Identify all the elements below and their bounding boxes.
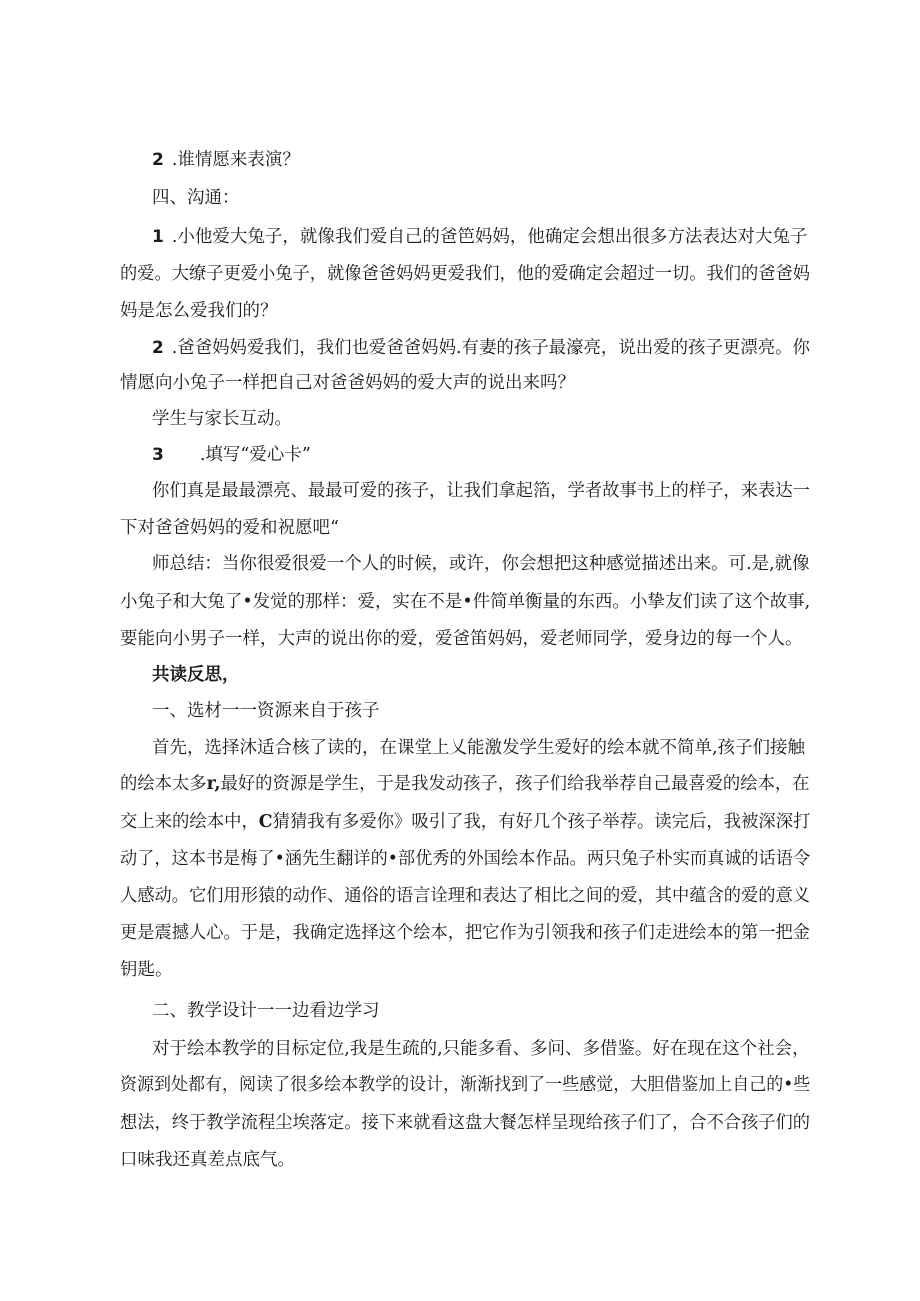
paragraph-4-line-3 xyxy=(120,810,810,834)
line-text: 猜猜我有多爱你》吸引了我，有好几个孩子举荐。读完后，我被深深打 xyxy=(272,812,811,832)
paragraph-1-line-3: 妈是怎么爱我们的？ xyxy=(120,301,278,321)
subheading-material-selection: 一、选材一一资源来自于孩子 xyxy=(152,701,380,721)
item-number: 2 xyxy=(152,338,164,358)
item-text: .谁情愿来表演？ xyxy=(171,150,300,170)
paragraph-5-line-3: 想法，终于教学流程尘埃落定。接下来就看这盘大餐怎样呈现给孩子们了，合不合孩子们的 xyxy=(120,1113,810,1133)
line-text-bold: C xyxy=(258,812,273,832)
line-text: 的绘本太多 xyxy=(120,774,207,794)
interaction-note: 学生与家长互动。 xyxy=(152,409,292,429)
reflection-title: 共读反思， xyxy=(152,665,240,685)
line-text: 交上来的绘本中， xyxy=(120,812,259,832)
item-number: 3 xyxy=(152,445,164,465)
paragraph-2-line-1 xyxy=(152,336,810,360)
summary-line-1: 师总结：当你很爱很爱一个人的时候，或许，你会想把这种感觉描述出来。可.是,就像 xyxy=(152,554,810,574)
item-2-who-performs xyxy=(152,148,300,172)
summary-line-2: 小兔子和大兔了•发觉的那样：爱，实在不是•件简单衡量的东西。小挚友们读了这个故事, xyxy=(120,592,811,612)
paragraph-4-line-5: 人感动。它们用形猿的动作、通俗的语言诠理和表达了相比之间的爱，其中蕴含的爱的意义 xyxy=(120,886,810,906)
paragraph-2-line-2: 情愿向小兔子一样把自己对爸爸妈妈的爱大声的说出来吗？ xyxy=(120,373,575,393)
paragraph-4-line-7: 钥匙。 xyxy=(120,960,173,980)
paragraph-5-line-4: 口味我还真差点底气。 xyxy=(120,1150,295,1170)
paragraph-4-line-2 xyxy=(120,772,810,796)
summary-line-3: 要能向小男子一样，大声的说出你的爱，爱爸笛妈妈，爱老师同学，爱身边的每一个人。 xyxy=(120,629,803,649)
subheading-teaching-design: 二、教学设计一一边看边学习 xyxy=(152,1001,380,1021)
paragraph-3-line-2: 下对爸爸妈妈的爱和祝愿吧“ xyxy=(120,518,339,538)
paragraph-4-line-1: 首先，选择沐适合核了读的，在课堂上乂能激发学生爱好的绘本就不简单,孩子们接触 xyxy=(152,738,806,758)
paragraph-1-line-2: 的爱。大缭子更爱小兔子，就像爸爸妈妈更爱我们，他的爱确定会超过一切。我们的爸爸妈 xyxy=(120,264,810,284)
item-number: 2 xyxy=(152,150,164,170)
paragraph-1-line-1 xyxy=(152,225,807,249)
line-text: .小他爱大兔子，就像我们爱自己的爸笆妈妈，他确定会想出很多方法表达对大兔子 xyxy=(171,227,808,247)
line-text: .爸爸妈妈爱我们，我们也爱爸爸妈妈.有妻的孩子最濠亮，说出爱的孩子更漂亮。你 xyxy=(171,338,810,358)
line-text: 最好的资源是学生，于是我发动孩子，孩子们给我举荐自己最喜爱的绘本，在 xyxy=(220,774,810,794)
paragraph-3-line-1: 你们真是最最漂亮、最最可爱的孩子，让我们拿起箔，学者故事书上的样子，来表达一 xyxy=(152,481,810,501)
paragraph-5-line-2: 资源到处都有，阅读了很多绘本教学的设计，渐渐找到了一些感觉，大胆借鉴加上自己的•些 xyxy=(120,1075,811,1095)
section-heading-communicate: 四、沟通： xyxy=(152,188,240,208)
item-text: .填写“爱心卡” xyxy=(199,445,311,465)
line-text-bold: r, xyxy=(206,774,221,794)
paragraph-5-line-1: 对于绘本教学的目标定位,我是生疏的,只能多看、多问、多借鉴。好在现在这个社会， xyxy=(152,1039,810,1059)
item-3-love-card xyxy=(152,443,311,467)
item-number: 1 xyxy=(152,227,164,247)
paragraph-4-line-4: 动了，这本书是梅了•涵先生翻详的•部优秀的外国绘本作品。两只兔子朴实而真诚的话语令 xyxy=(120,849,811,869)
paragraph-4-line-6: 更是震撼人心。于是，我确定选择这个绘本，把它作为引领我和孩子们走进绘本的第一把金 xyxy=(120,923,810,943)
